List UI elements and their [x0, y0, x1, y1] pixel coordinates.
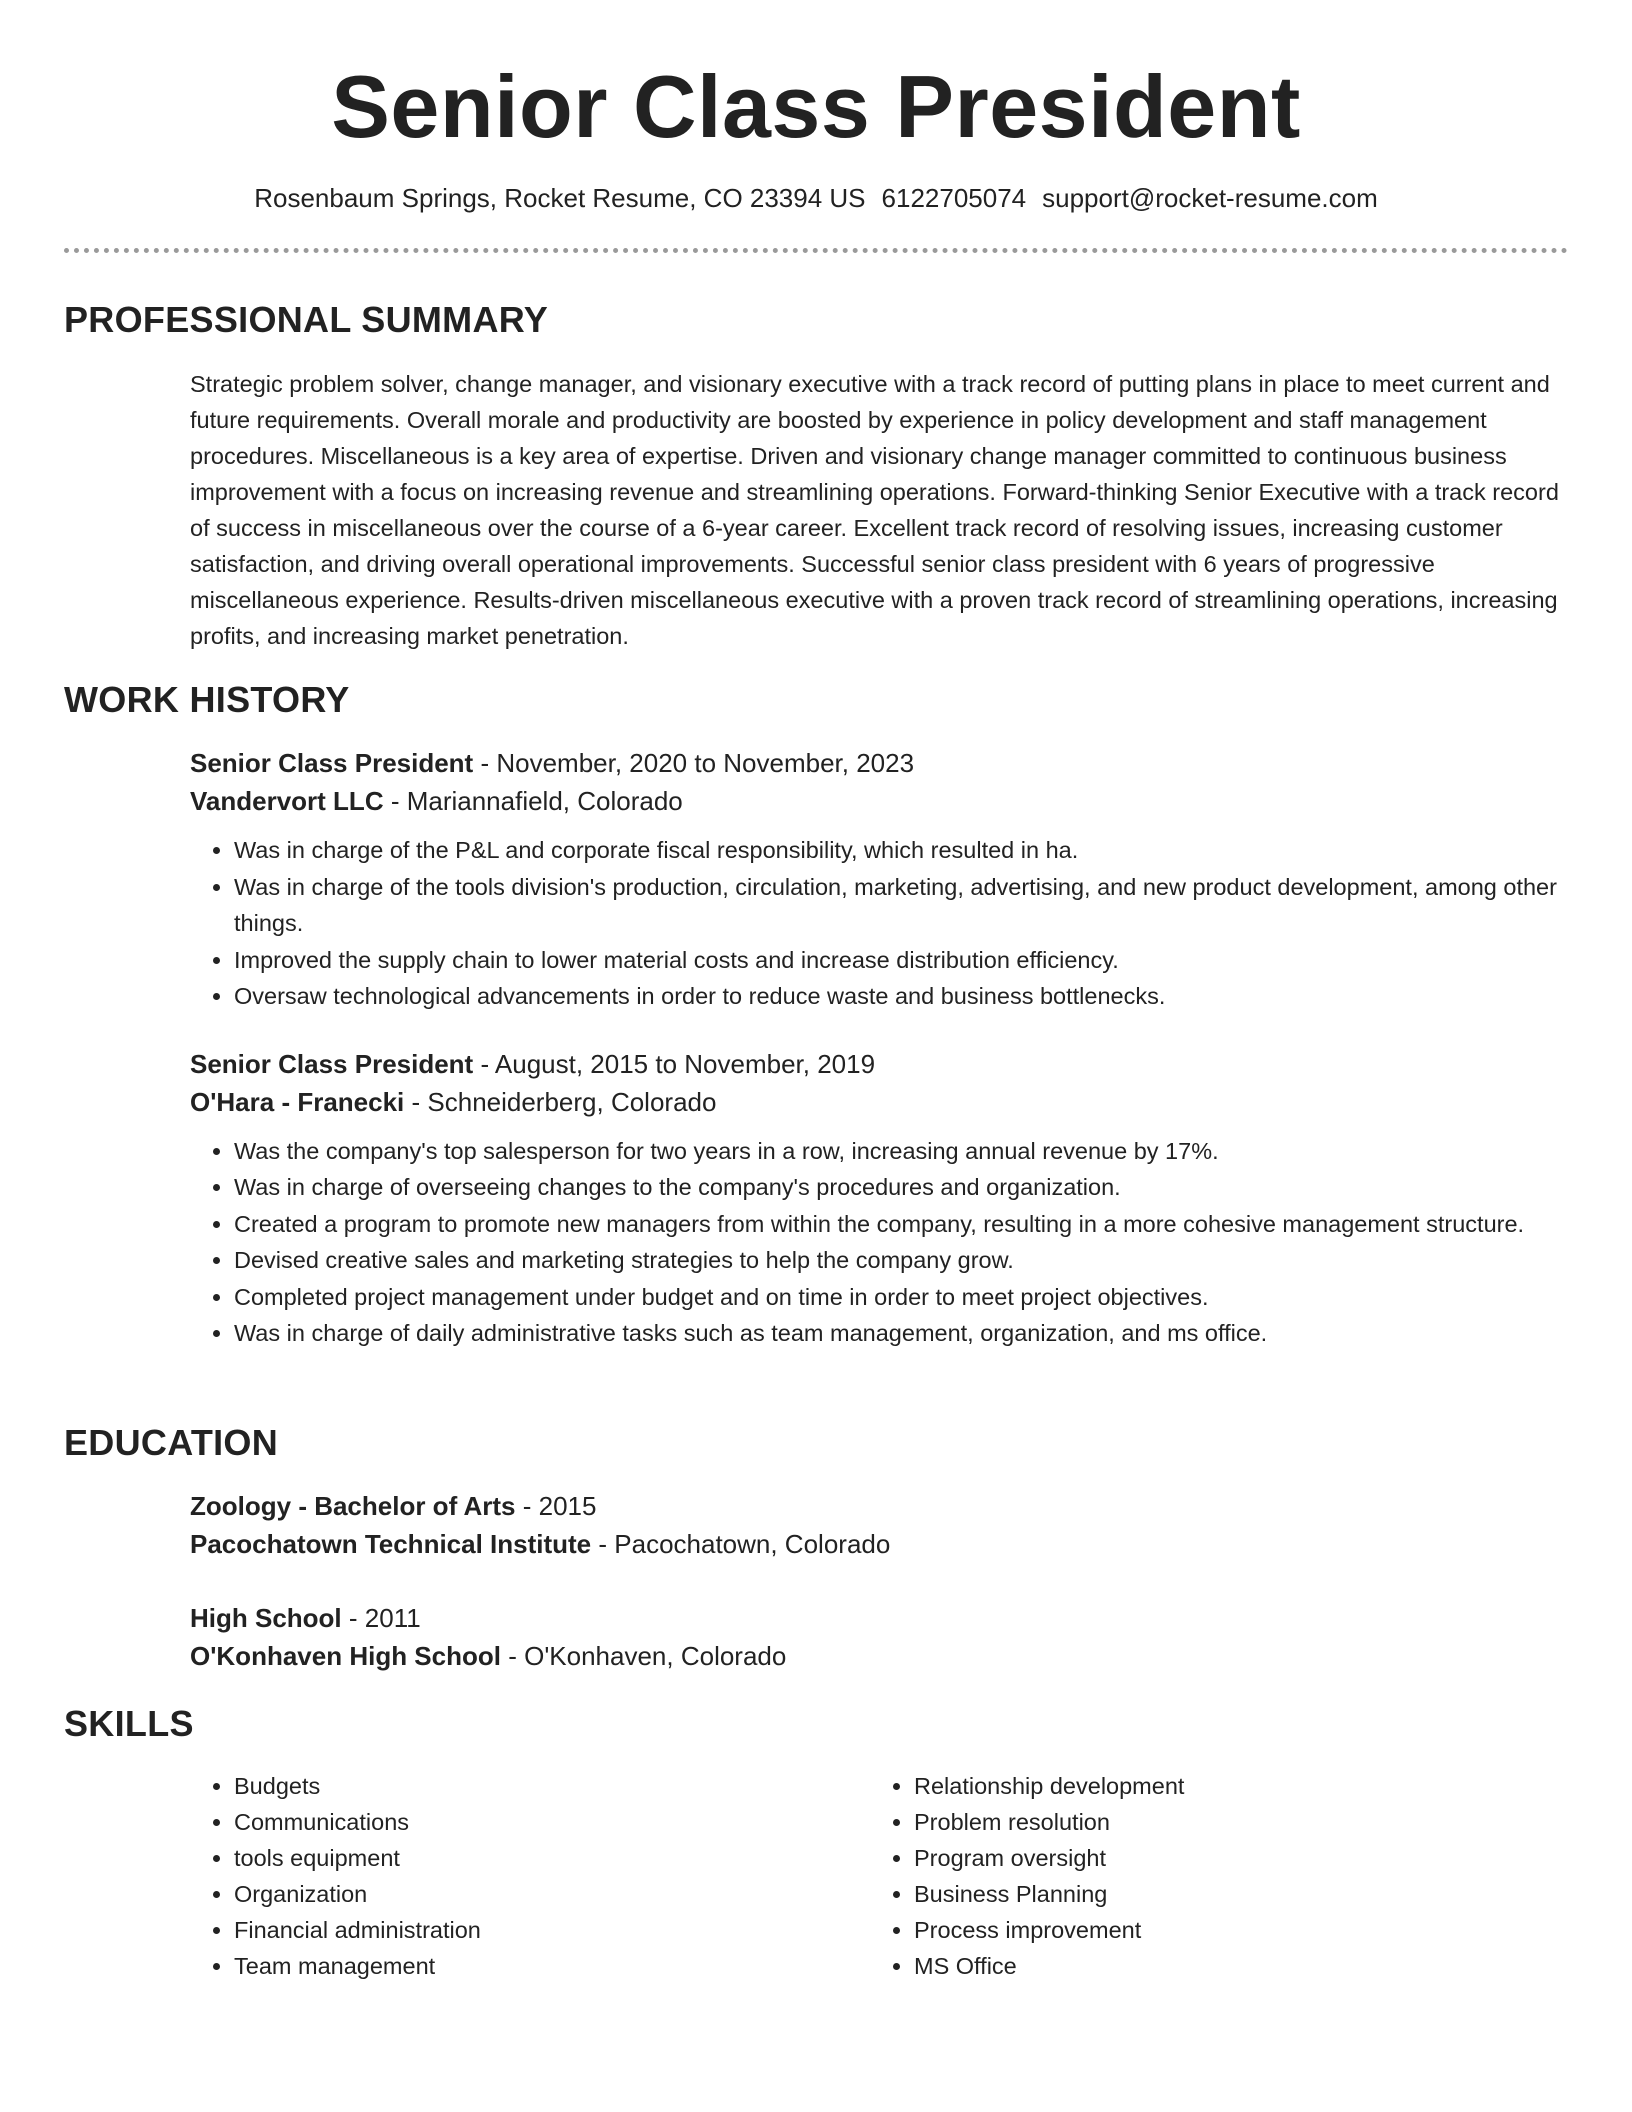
job-role: Senior Class President [190, 1048, 474, 1079]
skills-grid [190, 1768, 1560, 1984]
skill-item: • Program oversight [914, 1840, 1550, 1876]
contact-phone: 6122705074 [881, 183, 1027, 213]
job-dates: - November, 2020 to November, 2023 [473, 748, 915, 778]
job-location: - Schneiderberg, Colorado [404, 1086, 717, 1117]
job-bullets [190, 832, 1560, 1015]
job-bullet: • Was the company's top salesperson for two years in a row, increasing annual revenue by 17%. [234, 1133, 1560, 1170]
skill-item: • Communications [234, 1804, 870, 1840]
job-company: O'Hara - Franecki [190, 1086, 405, 1117]
job-entry [190, 744, 1560, 1015]
education-location: - O'Konhaven, Colorado [500, 1641, 787, 1671]
job-bullet: • Created a program to promote new managers from within the company, resulting in a more cohesive management structure. [234, 1206, 1560, 1243]
skill-item: • MS Office [914, 1948, 1550, 1984]
header-divider [64, 248, 1568, 253]
summary-heading: PROFESSIONAL SUMMARY [64, 299, 549, 340]
education-degree: High School [190, 1603, 342, 1633]
contact-email: support@rocket-resume.com [1042, 183, 1378, 213]
job-role: Senior Class President [190, 748, 474, 778]
skill-item: • Financial administration [234, 1912, 870, 1948]
job-bullet: • Was in charge of daily administrative tasks such as team management, organization, and ms office. [234, 1315, 1560, 1352]
skill-item: • Problem resolution [914, 1804, 1550, 1840]
job-dates: - August, 2015 to November, 2019 [473, 1048, 876, 1079]
education-year: - 2011 [341, 1603, 421, 1633]
skill-item: • tools equipment [234, 1840, 870, 1876]
job-bullet: • Improved the supply chain to lower material costs and increase distribution efficiency. [234, 942, 1560, 979]
skill-item: • Relationship development [914, 1768, 1550, 1804]
job-bullet: • Oversaw technological advancements in order to reduce waste and business bottlenecks. [234, 978, 1560, 1015]
education-degree: Zoology - Bachelor of Arts [190, 1491, 516, 1521]
education-entry [190, 1487, 1560, 1563]
education-school: O'Konhaven High School [190, 1641, 501, 1671]
education-year: - 2015 [515, 1491, 597, 1521]
job-bullet: • Devised creative sales and marketing strategies to help the company grow. [234, 1242, 1560, 1279]
skill-item: • Budgets [234, 1768, 870, 1804]
contact-line [0, 180, 1632, 216]
skills-column-right [870, 1768, 1550, 1984]
education-heading: EDUCATION [64, 1422, 279, 1463]
skills-section [64, 1702, 1568, 1984]
work-heading: WORK HISTORY [64, 679, 350, 720]
job-entry [190, 1045, 1560, 1352]
summary-section [64, 298, 1568, 654]
job-location: - Mariannafield, Colorado [383, 786, 683, 816]
summary-text: Strategic problem solver, change manager, and visionary executive with a track record of putting plans in place to meet current and future requirements. Overall morale and productivity are boosted by experience in policy development and staff management procedures. Miscellaneous is a key area of expertise. Driven and visionary change manager committed to continuous business improvement with a focus on increasing revenue and streamlining operations. Forward-thinking Senior Executive with a track record of success in miscellaneous over the course of a 6-year career. Excellent track record of resolving issues, increasing customer satisfaction, and driving overall operational improvements. Successful senior class president with 6 years of progressive miscellaneous experience. Results-driven miscellaneous executive with a proven track record of streamlining operations, increasing profits, and increasing market penetration. [190, 371, 1559, 649]
education-section [64, 1421, 1568, 1675]
education-school: Pacochatown Technical Institute [190, 1529, 592, 1559]
skills-heading: SKILLS [64, 1703, 194, 1744]
job-bullet: • Was in charge of the P&L and corporate fiscal responsibility, which resulted in ha. [234, 832, 1560, 869]
education-entry [190, 1599, 1560, 1675]
work-section [64, 678, 1568, 1352]
skill-item: • Business Planning [914, 1876, 1550, 1912]
job-bullets [190, 1133, 1560, 1352]
education-location: - Pacochatown, Colorado [591, 1529, 891, 1559]
skill-item: • Process improvement [914, 1912, 1550, 1948]
job-bullet: • Was in charge of overseeing changes to the company's procedures and organization. [234, 1169, 1560, 1206]
contact-address: Rosenbaum Springs, Rocket Resume, CO 23394 US [254, 183, 866, 213]
job-bullet: • Was in charge of the tools division's production, circulation, marketing, advertising, and new product development, among other things. [234, 869, 1560, 942]
skills-column-left [190, 1768, 870, 1984]
job-bullet: • Completed project management under budget and on time in order to meet project objectives. [234, 1279, 1560, 1316]
skill-item: • Organization [234, 1876, 870, 1912]
skill-item: • Team management [234, 1948, 870, 1984]
resume-name: Senior Class President [331, 57, 1301, 156]
job-company: Vandervort LLC [190, 786, 384, 816]
